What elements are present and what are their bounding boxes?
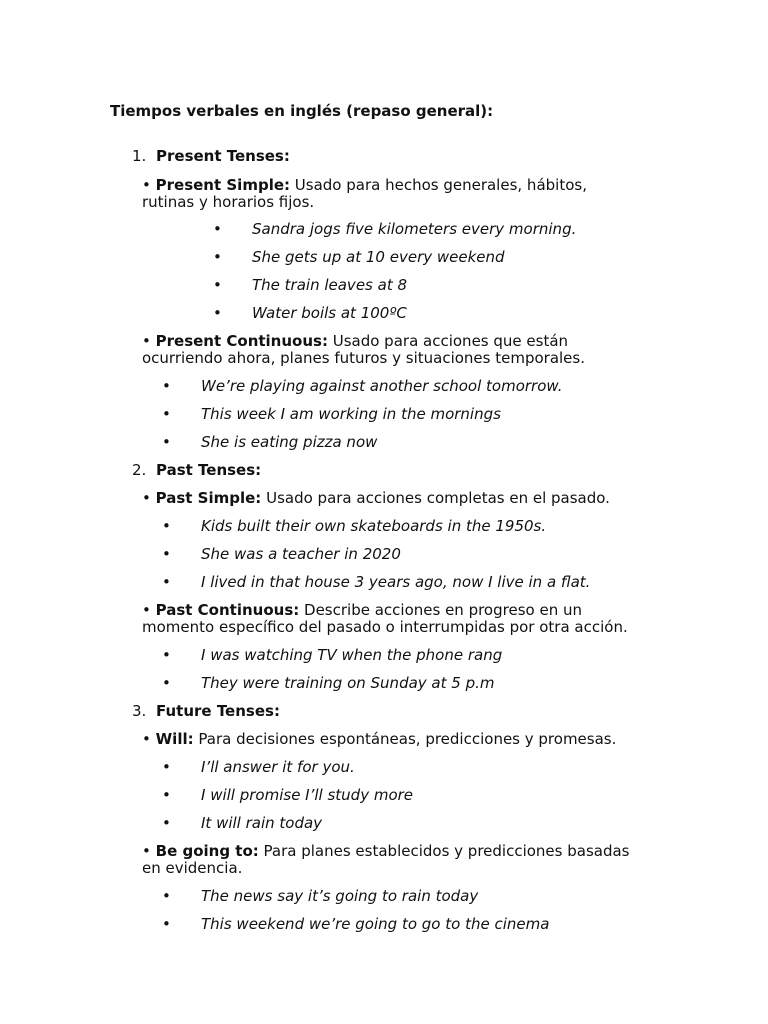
section-heading: Past Tenses: (156, 461, 262, 479)
term-label: Be going to: (155, 842, 259, 860)
term-label: Present Simple: (155, 176, 291, 194)
example-text: She gets up at 10 every weekend (252, 248, 505, 266)
example-text: I’ll answer it for you. (201, 758, 355, 776)
example-text: Kids built their own skateboards in the 1950s. (201, 517, 547, 535)
term-description: Usado para acciones que están (332, 332, 569, 350)
example-text: Water boils at 100ºC (252, 304, 407, 322)
bullet: • (162, 814, 171, 832)
example-text: I lived in that house 3 years ago, now I live in a flat. (201, 573, 591, 591)
term-line (142, 843, 630, 860)
bullet: • (162, 758, 171, 776)
example-text: She was a teacher in 2020 (201, 545, 401, 563)
bullet: • (213, 220, 222, 238)
example-text: This weekend we’re going to go to the cinema (201, 915, 550, 933)
term-line (142, 333, 568, 350)
term-description-cont: momento específico del pasado o interrumpidas por otra acción. (142, 618, 628, 636)
bullet: • (162, 646, 171, 664)
section-heading: Present Tenses: (156, 147, 290, 165)
example-text: I was watching TV when the phone rang (201, 646, 503, 664)
term-line (142, 731, 616, 748)
bullet: • (213, 248, 222, 266)
example-text: I will promise I’ll study more (201, 786, 414, 804)
bullet: • (213, 276, 222, 294)
example-text: The news say it’s going to rain today (201, 887, 479, 905)
bullet: • (162, 887, 171, 905)
bullet: • (162, 405, 171, 423)
bullet: • (142, 489, 151, 507)
term-description: Usado para acciones completas en el pasado. (266, 489, 610, 507)
example-text: This week I am working in the mornings (201, 405, 501, 423)
example-text: Sandra jogs five kilometers every morning. (252, 220, 577, 238)
term-label: Past Simple: (155, 489, 262, 507)
bullet: • (142, 842, 151, 860)
section-number: 3. (132, 702, 147, 720)
bullet: • (142, 332, 151, 350)
bullet: • (142, 176, 151, 194)
term-line (142, 602, 582, 619)
term-description: Describe acciones en progreso en un (304, 601, 582, 619)
example-text: They were training on Sunday at 5 p.m (201, 674, 495, 692)
term-description-cont: en evidencia. (142, 859, 243, 877)
bullet: • (162, 573, 171, 591)
bullet: • (162, 545, 171, 563)
term-description: Para decisiones espontáneas, predicciones y promesas. (198, 730, 617, 748)
term-line (142, 177, 587, 194)
term-description-cont: ocurriendo ahora, planes futuros y situaciones temporales. (142, 349, 585, 367)
section-number: 1. (132, 147, 147, 165)
bullet: • (162, 517, 171, 535)
bullet: • (142, 601, 151, 619)
section-heading: Future Tenses: (156, 702, 280, 720)
term-line (142, 490, 610, 507)
example-text: The train leaves at 8 (252, 276, 408, 294)
term-description: Para planes establecidos y predicciones basadas (263, 842, 630, 860)
term-label: Will: (155, 730, 194, 748)
term-label: Present Continuous: (155, 332, 328, 350)
example-text: She is eating pizza now (201, 433, 378, 451)
bullet: • (162, 786, 171, 804)
bullet: • (162, 915, 171, 933)
bullet: • (162, 433, 171, 451)
example-text: We’re playing against another school tomorrow. (201, 377, 563, 395)
term-description: Usado para hechos generales, hábitos, (294, 176, 587, 194)
term-description-cont: rutinas y horarios fijos. (142, 193, 315, 211)
section-number: 2. (132, 461, 147, 479)
example-text: It will rain today (201, 814, 323, 832)
bullet: • (142, 730, 151, 748)
document-title: Tiempos verbales en inglés (repaso general): (110, 102, 494, 120)
bullet: • (213, 304, 222, 322)
bullet: • (162, 674, 171, 692)
bullet: • (162, 377, 171, 395)
term-label: Past Continuous: (155, 601, 300, 619)
